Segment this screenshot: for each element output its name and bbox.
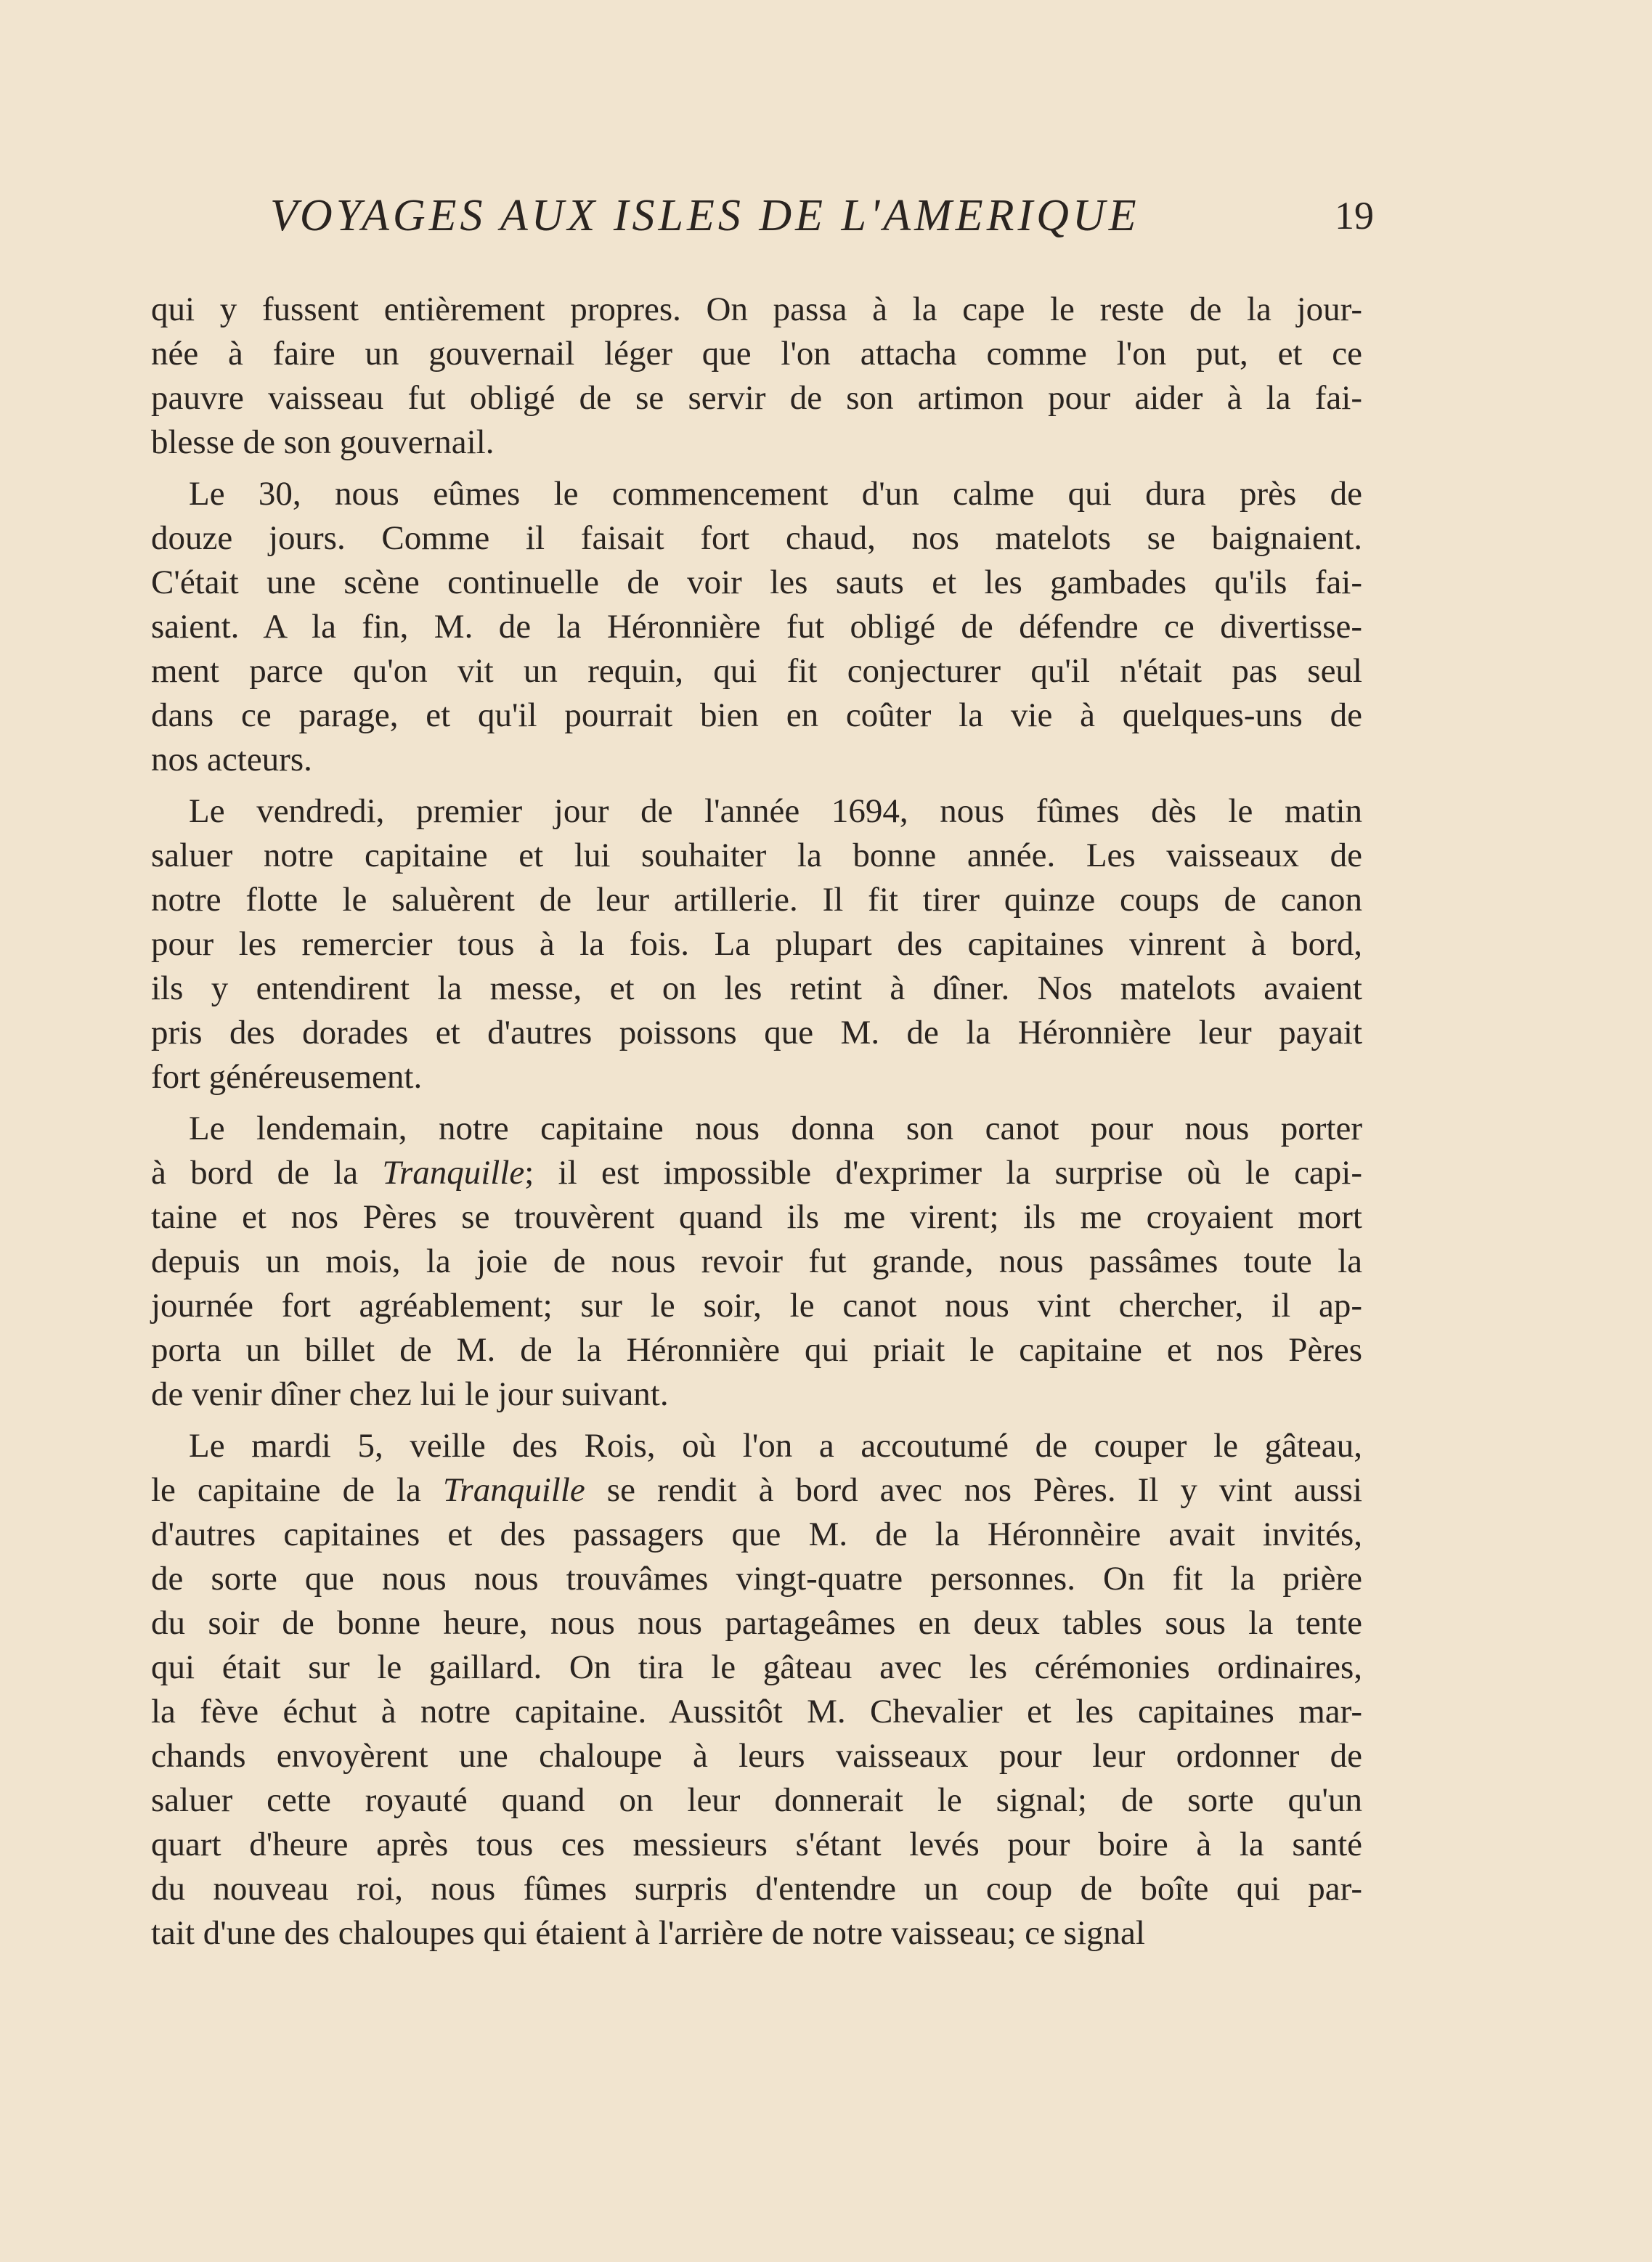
text-line: Le vendredi, premier jour de l'année 1694, nous fûmes dès le matin xyxy=(189,792,1362,830)
text-line: Le mardi 5, veille des Rois, où l'on a accoutumé de couper le gâteau, xyxy=(189,1427,1362,1465)
paragraph-gap xyxy=(151,465,1362,472)
text-line: Le 30, nous eûmes le commencement d'un calme qui dura près de xyxy=(189,475,1362,513)
running-title: VOYAGES AUX ISLES DE L'AMERIQUE xyxy=(270,191,1140,240)
text-line: depuis un mois, la joie de nous revoir fut grande, nous passâmes toute la xyxy=(151,1242,1362,1280)
text-line: quart d'heure après tous ces messieurs s'étant levés pour boire à la santé xyxy=(151,1826,1362,1863)
text-line: née à faire un gouvernail léger que l'on attacha comme l'on put, et ce xyxy=(151,335,1362,373)
text-line: ment parce qu'on vit un requin, qui fit conjecturer qu'il n'était pas seul xyxy=(151,652,1362,690)
text-line: douze jours. Comme il faisait fort chaud, nos matelots se baignaient. xyxy=(151,519,1362,557)
text-line: dans ce parage, et qu'il pourrait bien en coûter la vie à quelques-uns de xyxy=(151,696,1362,734)
text-line: C'était une scène continuelle de voir les sauts et les gambades qu'ils fai- xyxy=(151,564,1362,601)
paragraph xyxy=(151,472,1362,782)
text-line: de venir dîner chez lui le jour suivant. xyxy=(151,1375,669,1413)
text-line: de sorte que nous nous trouvâmes vingt-quatre personnes. On fit la prière xyxy=(151,1560,1362,1598)
paragraph xyxy=(151,789,1362,1099)
text-line: pour les remercier tous à la fois. La plupart des capitaines vinrent à bord, xyxy=(151,925,1362,963)
text-line: taine et nos Pères se trouvèrent quand ils me virent; ils me croyaient mort xyxy=(151,1198,1362,1236)
text-line: notre flotte le saluèrent de leur artillerie. Il fit tirer quinze coups de canon xyxy=(151,881,1362,919)
page-number: 19 xyxy=(1335,194,1374,237)
text-line: ils y entendirent la messe, et on les retint à dîner. Nos matelots avaient xyxy=(151,969,1362,1007)
text-line: porta un billet de M. de la Héronnière qui priait le capitaine et nos Pères xyxy=(151,1331,1362,1369)
text-line: du soir de bonne heure, nous nous partageâmes en deux tables sous la tente xyxy=(151,1604,1362,1642)
text-line: Le lendemain, notre capitaine nous donna son canot pour nous porter xyxy=(189,1110,1362,1147)
text-line: fort généreusement. xyxy=(151,1058,423,1096)
text-line: blesse de son gouvernail. xyxy=(151,423,495,461)
paragraph-gap xyxy=(151,1417,1362,1424)
paragraph-gap xyxy=(151,782,1362,789)
text-line: chands envoyèrent une chaloupe à leurs vaisseaux pour leur ordonner de xyxy=(151,1737,1362,1775)
text-line: tait d'une des chaloupes qui étaient à l'arrière de notre vaisseau; ce signal xyxy=(151,1914,1145,1952)
text-line: qui était sur le gaillard. On tira le gâteau avec les cérémonies ordinaires, xyxy=(151,1648,1362,1686)
text-line: saluer cette royauté quand on leur donnerait le signal; de sorte qu'un xyxy=(151,1781,1362,1819)
paragraph xyxy=(151,288,1362,465)
text-line: la fève échut à notre capitaine. Aussitôt M. Chevalier et les capitaines mar- xyxy=(151,1693,1362,1730)
text-line: qui y fussent entièrement propres. On passa à la cape le reste de la jour- xyxy=(151,290,1362,328)
text-line: du nouveau roi, nous fûmes surpris d'entendre un coup de boîte qui par- xyxy=(151,1870,1362,1908)
paragraph xyxy=(151,1107,1362,1417)
text-line: saient. A la fin, M. de la Héronnière fut obligé de défendre ce divertisse- xyxy=(151,608,1362,646)
body-text xyxy=(151,288,1362,1956)
text-line: le capitaine de la Tranquille se rendit à bord avec nos Pères. Il y vint aussi xyxy=(151,1471,1362,1509)
ship-name: Tranquille xyxy=(442,1471,585,1509)
ship-name: Tranquille xyxy=(382,1154,525,1192)
paragraph-gap xyxy=(151,1099,1362,1107)
text-line: pris des dorades et d'autres poissons que M. de la Héronnière leur payait xyxy=(151,1014,1362,1051)
text-line: à bord de la Tranquille; il est impossible d'exprimer la surprise où le capi- xyxy=(151,1154,1362,1192)
text-line: d'autres capitaines et des passagers que M. de la Héronnèire avait invités, xyxy=(151,1516,1362,1553)
text-line: pauvre vaisseau fut obligé de se servir de son artimon pour aider à la fai- xyxy=(151,379,1362,417)
paragraph xyxy=(151,1424,1362,1956)
text-line: journée fort agréablement; sur le soir, le canot nous vint chercher, il ap- xyxy=(151,1287,1362,1325)
running-head xyxy=(270,190,1374,241)
text-line: nos acteurs. xyxy=(151,741,312,778)
text-line: saluer notre capitaine et lui souhaiter la bonne année. Les vaisseaux de xyxy=(151,837,1362,874)
